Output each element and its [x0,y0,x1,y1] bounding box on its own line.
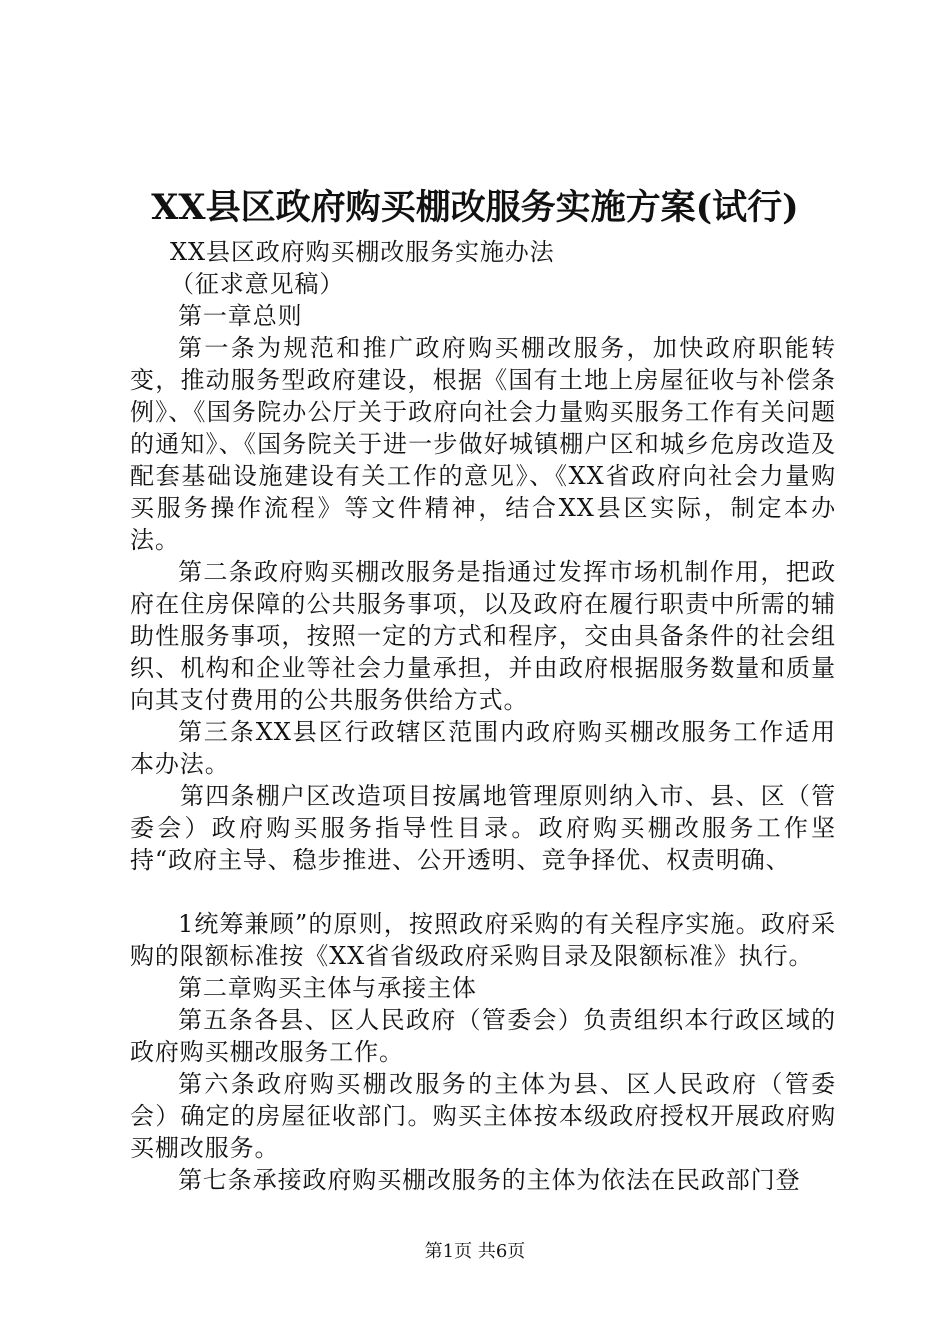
article-6: 第六条政府购买棚改服务的主体为县、区人民政府（管委会）确定的房屋征收部门。购买主体按本级政府授权开展政府购买棚改服务。 [130,1070,836,1162]
chapter-1-heading: 第一章总则 [178,302,303,330]
page-number-footer: 第1页 共6页 [424,1241,526,1262]
document-title: XX县区政府购买棚改服务实施方案(试行) [151,187,799,228]
article-3: 第三条XX县区行政辖区范围内政府购买棚改服务工作适用本办法。 [130,718,836,778]
chapter-2-heading: 第二章购买主体与承接主体 [178,974,477,1002]
article-4-continued: 1统筹兼顾”的原则，按照政府采购的有关程序实施。政府采购的限额标准按《XX省省级政府采购目录及限额标准》执行。 [130,910,836,970]
document-body [130,236,836,1196]
draft-note: （征求意见稿） [170,270,345,298]
article-1: 第一条为规范和推广政府购买棚改服务，加快政府职能转变，推动服务型政府建设，根据《国有土地上房屋征收与补偿条例》、《国务院办公厅关于政府向社会力量购买服务工作有关问题的通知》、《国务院关于进一步做好城镇棚户区和城乡危房改造及配套基础设施建设有关工作的意见》、《XX省政府向社会力量购买服务操作流程》等文件精神，结合XX县区实际，制定本办法。 [130,334,836,554]
article-2: 第二条政府购买棚改服务是指通过发挥市场机制作用，把政府在住房保障的公共服务事项，以及政府在履行职责中所需的辅助性服务事项，按照一定的方式和程序，交由具备条件的社会组织、机构和企业等社会力量承担，并由政府根据服务数量和质量向其支付费用的公共服务供给方式。 [130,558,836,714]
article-4: 第四条棚户区改造项目按属地管理原则纳入市、县、区（管委会）政府购买服务指导性目录。政府购买棚改服务工作坚持“政府主导、稳步推进、公开透明、竞争择优、权责明确、 [130,782,836,874]
article-5: 第五条各县、区人民政府（管委会）负责组织本行政区域的政府购买棚改服务工作。 [130,1006,836,1066]
subtitle: XX县区政府购买棚改服务实施办法 [170,238,555,266]
article-7: 第七条承接政府购买棚改服务的主体为依法在民政部门登 [178,1166,801,1194]
